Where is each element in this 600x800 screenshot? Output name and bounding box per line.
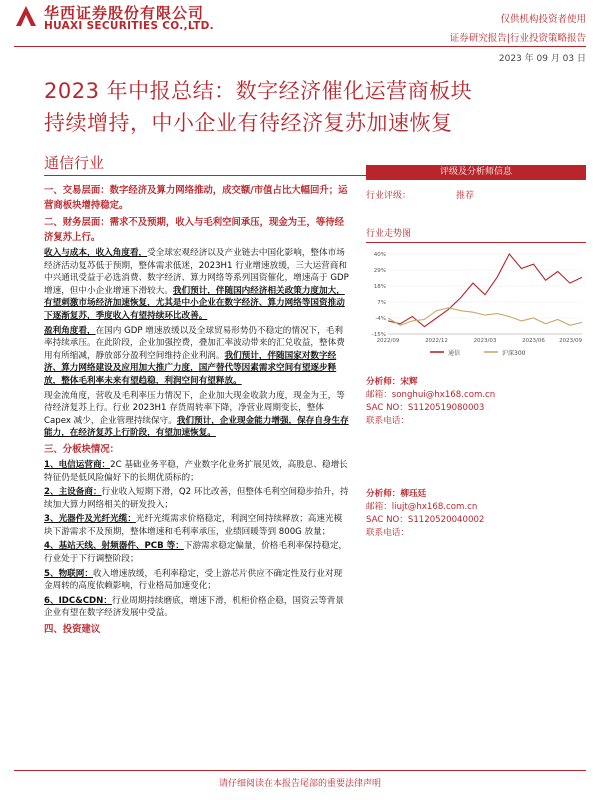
section-segments: 三、分板块情况： xyxy=(44,443,120,455)
segment-heading: 1、电信运营商： xyxy=(44,459,111,470)
huaxi-logo-icon xyxy=(14,4,38,28)
analyst-card-1 xyxy=(366,376,495,428)
audience-notice: 仅供机构投资者使用 xyxy=(500,14,586,25)
series-line-hs300 xyxy=(388,308,582,326)
analyst-card-2 xyxy=(366,488,484,540)
footer-disclaimer: 请仔细阅读在本报告尾部的重要法律声明 xyxy=(218,779,381,789)
section-financial xyxy=(44,215,350,245)
section-summary: 需求不及预期，收入与毛利空间承压，现金为王，等待经济复苏上行。 xyxy=(44,217,345,243)
segment-idc xyxy=(44,595,350,620)
analyst-name: 宋辉 xyxy=(400,377,418,387)
company-name-en: HUAXI SECURITIES CO.,LTD. xyxy=(44,20,214,32)
y-tick-label: 40% xyxy=(373,252,386,258)
header-divider xyxy=(14,46,586,47)
analyst-label: 分析师： xyxy=(366,377,401,387)
analyst-phone-label: 联系电话： xyxy=(366,528,409,538)
segment-antenna xyxy=(44,540,350,565)
footer-divider xyxy=(14,770,586,771)
paragraph-cashflow xyxy=(44,390,350,440)
email-label: 邮箱： xyxy=(366,502,392,512)
segment-heading: 2、主设备商： xyxy=(44,487,102,498)
segment-heading: 5、物联网： xyxy=(44,568,93,579)
segment-text: 行业收入短期下滑，Q2 环比改善，但整体毛利空间稳步抬升，持续加大算力网络相关的研发投入； xyxy=(44,487,349,510)
industry-label: 通信行业 xyxy=(44,154,105,172)
series-line-tongxin xyxy=(388,254,582,327)
para-text: 受全球宏观经济以及产业链去中国化影响，整体市场经济活动复苏低于预期，整体需求低迷，2023H1 行业增速放缓，三大运营商和中兴通讯受益于必选消费、数字经济、算力网络等系列国资催化，增速高于 GDP 增速，但中小企业增速下滑较大。 xyxy=(44,248,349,296)
segment-heading: 4、基站天线、射频器件、PCB 等： xyxy=(44,541,184,552)
analyst-email-row xyxy=(366,501,484,514)
sidebar-header: 评级及分析师信息 xyxy=(366,165,586,180)
para-lead: 盈利角度看， xyxy=(44,325,96,336)
para-text: 现金流角度，营收及毛利率压力情况下，企业加大现金收款力度，现金为王，等待经济复苏上行。行业 2023H1 存货周转率下降，净营业周期变长，整体 Capex 减少，企业管理持续保守。 xyxy=(44,390,345,426)
y-tick-label: 29% xyxy=(373,268,386,274)
paragraph-margin xyxy=(44,325,350,388)
trend-chart xyxy=(366,248,590,360)
paragraph-revenue xyxy=(44,247,350,323)
analyst-sac: SAC NO：S1120520040002 xyxy=(366,515,485,525)
segment-text: 收入增速放缓，毛利率稳定，受上游芯片供应不确定性及行业对现金周转的高度依赖影响，行业格局加速变化； xyxy=(44,568,343,592)
legend-label-hs300: 沪深300 xyxy=(502,350,526,357)
analyst-phone-label: 联系电话： xyxy=(366,416,409,426)
segment-carriers xyxy=(44,459,350,484)
analyst-email[interactable]: liujt@hx168.com.cn xyxy=(391,502,478,512)
x-tick-label: 2023/09 xyxy=(559,338,582,344)
x-tick-label: 2022/12 xyxy=(425,338,448,344)
para-lead: 收入与成本，收入角度看， xyxy=(44,248,148,258)
analyst-email-row xyxy=(366,389,495,402)
section-heading: 二、财务层面： xyxy=(44,217,110,228)
segment-equipment xyxy=(44,486,350,511)
segment-iot xyxy=(44,568,350,593)
x-tick-label: 2022/09 xyxy=(376,338,400,344)
report-type: 证券研究报告|行业投资策略报告 xyxy=(449,33,586,44)
segment-heading: 6、IDC&CDN： xyxy=(44,595,112,606)
section-trading xyxy=(44,183,350,213)
report-title-line2: 持续增持，中小企业有待经济复苏加速恢复 xyxy=(44,111,453,135)
chart-divider xyxy=(366,242,586,243)
analyst-name-row xyxy=(366,488,484,501)
rating-value: 推荐 xyxy=(456,191,475,201)
para-highlight: 我们预计，伴随国内经济相关政策力度加大，有望刺激市场经济加速恢复，尤其是中小企业在数字经济、算力网络等国资推动下逐渐复苏，季度收入有望持续环比改善。 xyxy=(44,285,345,321)
rating-label: 行业评级： xyxy=(366,191,412,201)
report-date: 2023 年 09 月 03 日 xyxy=(498,54,586,64)
analyst-email[interactable]: songhui@hx168.com.cn xyxy=(391,390,496,400)
para-highlight: 我们预计，伴随国家对数字经济、算力网络建设及应用加大推广力度，国产替代等因素需求空间有望逐步释放，整体毛利率未来有望趋稳，利润空间有望释放。 xyxy=(44,350,337,386)
legend-label-tongxin: 通信 xyxy=(448,350,461,357)
segment-text: 行业周期持续磨底，增速下滑，机柜价格企稳，国资云等背景企业有望在数字经济发展中受益。 xyxy=(44,595,344,619)
para-highlight: 我们预计，企业现金能力增强，保存自身生存能力，在经济复苏上行阶段，有望加速恢复。 xyxy=(44,415,349,439)
analyst-name: 柳珏廷 xyxy=(400,489,427,499)
segment-text: 光纤光缆需求价格稳定，利润空间持续释放；高速光模块下游需求不及预期，整体增速和毛利率承压，业绩回暖等到 800G 放量； xyxy=(44,514,343,537)
analyst-sac: SAC NO：S1120519080003 xyxy=(366,403,485,413)
segment-text: 2C 基础业务平稳，产业数字化业务扩展见效，高股息、稳增长特征仍是低风险偏好下的长期优质标的； xyxy=(44,459,348,483)
analyst-name-row xyxy=(366,376,495,389)
section-summary: 数字经济及算力网络推动，成交额/市值占比大幅回升；运营商板块增持稳定。 xyxy=(44,185,348,211)
para-text: 在国内 GDP 增速放缓以及全球贸易形势仍不稳定的情况下，毛利率持续承压。在此阶段，企业加强控费，叠加汇率波动带来的汇兑收益，整体费用有所缩减，静放部分盈利空间维持企业利润。 xyxy=(44,325,345,361)
chart-title: 行业走势图 xyxy=(366,229,412,239)
y-tick-label: 7% xyxy=(377,300,386,306)
x-tick-label: 2023/03 xyxy=(473,338,497,344)
y-tick-label: 18% xyxy=(373,284,386,290)
y-tick-label: -15% xyxy=(371,332,386,338)
report-title-line1: 2023 年中报总结：数字经济催化运营商板块 xyxy=(44,79,473,103)
email-label: 邮箱： xyxy=(366,390,392,400)
y-tick-label: -4% xyxy=(375,316,386,322)
segment-optical xyxy=(44,513,350,538)
section-heading: 一、交易层面： xyxy=(44,185,110,196)
analyst-label: 分析师： xyxy=(366,489,401,499)
company-name-cn: 华西证券股份有限公司 xyxy=(44,4,205,22)
x-tick-label: 2023/06 xyxy=(522,338,545,344)
section-investment: 四、投资建议 xyxy=(44,624,101,636)
main-content xyxy=(44,183,350,639)
segment-text: 下游需求稳定偏量，价格毛利率保持稳定，行业处于下行调整阶段； xyxy=(44,541,348,565)
segment-heading: 3、光器件及光纤光缆： xyxy=(44,514,136,525)
